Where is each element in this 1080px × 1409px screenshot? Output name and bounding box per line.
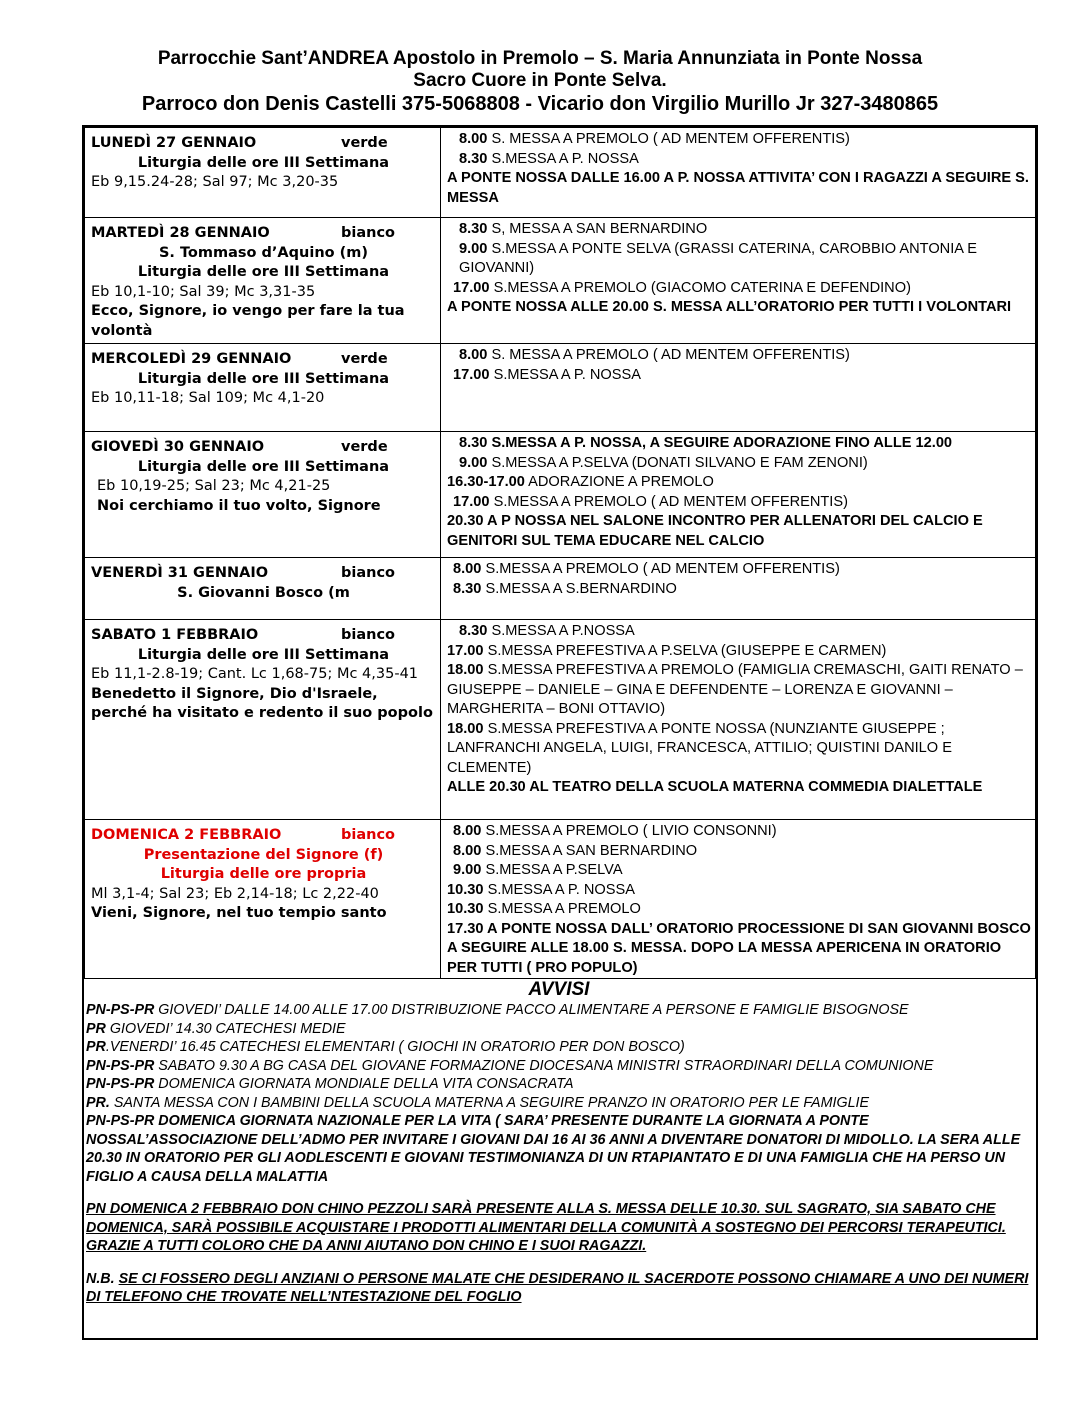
liturgical-color: bianco: [341, 827, 396, 843]
event-line: [447, 240, 1031, 279]
event-text: S.MESSA A PREMOLO: [483, 901, 641, 917]
day-row: [85, 218, 1036, 344]
event-time: 9.00: [459, 240, 488, 257]
avviso-text: GIOVEDI’ DALLE 14.00 ALLE 17.00 DISTRIBUZIONE PACCO ALIMENTARE A PERSONE E FAMIGLIE BISOGNOSE: [154, 1002, 909, 1018]
event-time: 18.00: [447, 720, 484, 737]
day-heading: [91, 626, 436, 646]
day-info-cell: [85, 432, 441, 558]
day-detail-line: Ecco, Signore, io vengo per fare la tua volontà: [91, 303, 405, 339]
avviso-text: GIOVEDI’ 14.30 CATECHESI MEDIE: [105, 1020, 346, 1037]
event-time: 8.30: [453, 580, 482, 597]
event-text: S. MESSA A PREMOLO ( AD MENTEM OFFERENTIS): [487, 131, 850, 147]
event-text: S.MESSA A P. NOSSA: [489, 366, 641, 383]
day-info-cell: [85, 218, 441, 344]
day-detail-line: Eb 10,11-18; Sal 109; Mc 4,1-20: [91, 390, 325, 406]
avviso-parish-tag: PR: [86, 1020, 106, 1037]
day-events-cell: [441, 128, 1036, 218]
day-detail-line: Eb 9,15.24-28; Sal 97; Mc 3,20-35: [91, 174, 339, 190]
event-text: 20.30 A P NOSSA NEL SALONE INCONTRO PER ALLENATORI DEL CALCIO E GENITORI SUL TEMA EDUCARE NEL CALCIO: [447, 513, 983, 549]
event-line: [447, 366, 1031, 386]
event-text: S.MESSA A SAN BERNARDINO: [481, 842, 698, 859]
day-detail-line: S. Tommaso d’Aquino (m): [158, 244, 369, 261]
avvisi-nb-notice: [86, 1270, 1032, 1307]
event-text: ADORAZIONE A PREMOLO: [524, 474, 714, 490]
event-text: S. MESSA A PREMOLO ( AD MENTEM OFFERENTIS): [487, 347, 850, 363]
event-time: 17.00: [447, 642, 484, 659]
event-line: [447, 822, 1031, 842]
liturgical-color: verde: [341, 135, 388, 151]
day-name: LUNEDÌ 27 GENNAIO: [91, 135, 257, 151]
event-line: [447, 920, 1031, 979]
nb-text: SE CI FOSSERO DEGLI ANZIANI O PERSONE MALATE CHE DESIDERANO IL SACERDOTE POSSONO CHIAMARE A UNO DEI NUMERI DI TELEFONO CHE TROVATE NELL’NTESTAZIONE DEL FOGLIO: [86, 1270, 1029, 1305]
day-name: SABATO 1 FEBBRAIO: [91, 627, 259, 643]
event-time: 18.00: [447, 662, 484, 678]
day-row: [85, 128, 1036, 218]
day-heading: [91, 134, 436, 154]
event-text: S.MESSA A P. NOSSA, A SEGUIRE ADORAZIONE FINO ALLE 12.00: [487, 435, 953, 451]
avvisi-vita-notice: PN-PS-PR DOMENICA GIORNATA NAZIONALE PER LA VITA ( SARA’ PRESENTE DURANTE LA GIORNATA A PONTE NOSSAL’ASSOCIAZIONE DELL’ADMO PER INVITARE I GIOVANI DAI 16 AI 36 ANNI A DIVENTARE DONATORI DI MIDOLLO. LA SERA ALLE 20.30 IN ORATORIO PER GLI AODLESCENTI E GIOVANI TESTIMONIANZA DI UN RTAPIANTATO E DI UNA FAMIGLIA CHE HA PERSO UN FIGLIO A CAUSA DELLA MALATTIA: [86, 1113, 1021, 1185]
day-row: [85, 344, 1036, 432]
avviso-text: SABATO 9.30 A BG CASA DEL GIOVANE FORMAZIONE DIOCESANA MINISTRI STRAORDINARI DELLA COMUNIONE: [154, 1057, 934, 1074]
day-info-cell: [85, 558, 441, 620]
header-parishes: Parrocchie Sant’ANDREA Apostolo in Premolo – S. Maria Annunziata in Ponte Nossa: [157, 48, 923, 69]
event-line: [447, 622, 1031, 642]
event-text: 17.30 A PONTE NOSSA DALL’ ORATORIO PROCESSIONE DI SAN GIOVANNI BOSCO A SEGUIRE ALLE 18.00 S. MESSA. DOPO LA MESSA APERICENA IN ORATORIO PER TUTTI ( PRO POPULO): [447, 920, 1031, 976]
event-time: 8.30: [459, 221, 488, 237]
event-line: [447, 861, 1031, 881]
day-detail-line: Benedetto il Signore, Dio d'Israele, perché ha visitato e redento il suo popolo: [91, 685, 433, 721]
avviso-item: [86, 1094, 1032, 1113]
liturgical-color: verde: [341, 351, 388, 367]
day-detail-line: Ml 3,1-4; Sal 23; Eb 2,14-18; Lc 2,22-40: [91, 885, 379, 902]
avviso-item: [86, 1001, 1032, 1020]
event-text: S, MESSA A SAN BERNARDINO: [487, 221, 708, 237]
event-line: [447, 493, 1031, 513]
event-text: S.MESSA A P.SELVA (DONATI SILVANO E FAM ZENONI): [487, 454, 868, 471]
nb-label: N.B.: [86, 1270, 115, 1287]
day-name: MARTEDÌ 28 GENNAIO: [91, 225, 270, 241]
event-time: 10.30: [447, 881, 484, 898]
event-line: [447, 778, 1031, 798]
event-time: 17.00: [453, 493, 490, 510]
day-row: [85, 820, 1036, 979]
event-line: [447, 642, 1031, 662]
event-line: [447, 169, 1031, 208]
avviso-text: SANTA MESSA CON I BAMBINI DELLA SCUOLA MATERNA A SEGUIRE PRANZO IN ORATORIO PER LE FAMIGLIE: [109, 1094, 870, 1111]
event-line: [447, 346, 1031, 366]
avviso-item: [86, 1075, 1032, 1094]
header-parish-ponte-selva: Sacro Cuore in Ponte Selva.: [413, 70, 667, 91]
day-detail-line: Liturgia delle ore III Settimana: [137, 458, 390, 475]
event-text: S.MESSA A PREMOLO (GIACOMO CATERINA E DEFENDINO): [489, 279, 911, 296]
day-detail-line: Vieni, Signore, nel tuo tempio santo: [91, 905, 387, 921]
day-name: GIOVEDÌ 30 GENNAIO: [91, 439, 265, 455]
day-detail-line: Presentazione del Signore (f): [143, 846, 384, 863]
event-line: [447, 900, 1031, 920]
avviso-item: [86, 1057, 1032, 1076]
avviso-text: DOMENICA GIORNATA MONDIALE DELLA VITA CONSACRATA: [154, 1076, 574, 1092]
avviso-parish-tag: PR.: [86, 1094, 110, 1111]
avviso-parish-tag: PN-PS-PR: [86, 1057, 155, 1074]
day-events-cell: [441, 344, 1036, 432]
event-text: A PONTE NOSSA DALLE 16.00 A P. NOSSA ATTIVITA’ CON I RAGAZZI A SEGUIRE S. MESSA: [447, 170, 1029, 206]
event-line: [447, 512, 1031, 551]
event-time: 8.30: [459, 435, 488, 451]
day-info-cell: [85, 820, 441, 979]
day-row: [85, 620, 1036, 820]
schedule-sheet: [82, 125, 1038, 1340]
event-text: S.MESSA A P.SELVA: [481, 862, 623, 878]
day-detail-line: Noi cerchiamo il tuo volto, Signore: [97, 497, 381, 514]
day-detail-line: Eb 10,1-10; Sal 39; Mc 3,31-35: [91, 283, 316, 300]
event-time: 17.00: [453, 279, 490, 296]
avvisi-title: AVVISI: [528, 979, 590, 1000]
event-text: S.MESSA A P. NOSSA: [483, 881, 635, 898]
avviso-item: [86, 1020, 1032, 1039]
event-time: 8.30: [459, 150, 488, 167]
day-detail-line: Liturgia delle ore III Settimana: [137, 264, 390, 280]
day-row: [85, 432, 1036, 558]
event-line: [447, 842, 1031, 862]
event-text: S.MESSA PREFESTIVA A P.SELVA (GIUSEPPE E CARMEN): [483, 642, 887, 659]
event-time: 8.00: [459, 131, 488, 147]
avviso-parish-tag: PR: [86, 1039, 106, 1055]
day-events-cell: [441, 558, 1036, 620]
event-time: 9.00: [459, 454, 488, 471]
document-header: [0, 48, 1080, 116]
day-detail-line: Liturgia delle ore III Settimana: [137, 370, 390, 387]
avviso-parish-tag: PN-PS-PR: [86, 1002, 155, 1018]
day-detail-line: Liturgia delle ore III Settimana: [137, 154, 390, 171]
event-line: [447, 881, 1031, 901]
event-line: [447, 661, 1031, 720]
event-line: [447, 150, 1031, 170]
event-text: S.MESSA A PREMOLO ( AD MENTEM OFFERENTIS): [481, 561, 840, 577]
liturgical-color: bianco: [341, 225, 396, 241]
day-heading: [91, 438, 436, 458]
event-line: [447, 434, 1031, 454]
avvisi-don-chino-notice: PN DOMENICA 2 FEBBRAIO DON CHINO PEZZOLI SARÀ PRESENTE ALLA S. MESSA DELLE 10.30. SUL SAGRATO, SIA SABATO CHE DOMENICA, SARÀ POSSIBILE ACQUISTARE I PRODOTTI ALIMENTARI DELLA COMUNITÀ A SOSTEGNO DEI PERCORSI TERAPEUTICI. GRAZIE A TUTTI COLORO CHE DA ANNI AIUTANO DON CHINO E I SUOI RAGAZZI.: [86, 1201, 1006, 1254]
event-time: 8.00: [453, 561, 482, 577]
event-line: [447, 720, 1031, 779]
event-text: S.MESSA A PREMOLO ( AD MENTEM OFFERENTIS): [489, 493, 848, 510]
event-line: [447, 580, 1031, 600]
weekly-schedule-table: [84, 127, 1036, 979]
event-text: ALLE 20.30 AL TEATRO DELLA SCUOLA MATERNA COMMEDIA DIALETTALE: [447, 779, 983, 795]
event-text: A PONTE NOSSA ALLE 20.00 S. MESSA ALL’ORATORIO PER TUTTI I VOLONTARI: [447, 299, 1012, 315]
day-heading: [91, 224, 436, 244]
liturgical-color: bianco: [341, 627, 396, 643]
event-text: S.MESSA A P. NOSSA: [487, 150, 639, 167]
event-line: [447, 454, 1031, 474]
day-events-cell: [441, 218, 1036, 344]
event-time: 9.00: [453, 862, 482, 878]
day-detail-line: Liturgia delle ore propria: [160, 866, 367, 882]
event-time: 10.30: [447, 901, 484, 917]
day-info-cell: [85, 620, 441, 820]
day-heading: [91, 826, 436, 846]
day-detail-line: Eb 10,19-25; Sal 23; Mc 4,21-25: [97, 478, 331, 494]
day-events-cell: [441, 820, 1036, 979]
avviso-item: [86, 1038, 1032, 1057]
avvisi-section: [84, 979, 1036, 1307]
day-heading: [91, 350, 436, 370]
event-text: S.MESSA A P.NOSSA: [487, 623, 635, 639]
day-row: [85, 558, 1036, 620]
event-line: [447, 220, 1031, 240]
event-text: S.MESSA A PONTE SELVA (GRASSI CATERINA, CAROBBIO ANTONIA E GIOVANNI): [459, 240, 977, 276]
event-time: 16.30-17.00: [447, 474, 525, 490]
avviso-parish-tag: PN-PS-PR: [86, 1076, 155, 1092]
event-time: 8.00: [459, 347, 488, 363]
event-text: S.MESSA PREFESTIVA A PONTE NOSSA (NUNZIANTE GIUSEPPE ; LANFRANCHI ANGELA, LUIGI, FRANCESCA, ATTILIO; QUISTINI DANILO E CLEMENTE): [447, 720, 952, 776]
event-line: [447, 560, 1031, 580]
event-time: 8.00: [453, 823, 482, 839]
day-info-cell: [85, 128, 441, 218]
day-info-cell: [85, 344, 441, 432]
day-detail-line: S. Giovanni Bosco (m: [177, 584, 350, 601]
event-line: [447, 279, 1031, 299]
event-text: S.MESSA PREFESTIVA A PREMOLO (FAMIGLIA CREMASCHI, GAITI RENATO – GIUSEPPE – DANIELE – GINA E DEFENDENTE – LORENZA E GIOVANNI – MARGHERITA – BONI OTTAVIO): [447, 662, 1023, 717]
event-text: S.MESSA A PREMOLO ( LIVIO CONSONNI): [481, 823, 777, 839]
header-clergy-contacts: Parroco don Denis Castelli 375-5068808 - Vicario don Virgilio Murillo Jr 327-3480865: [141, 93, 939, 115]
day-name: VENERDÌ 31 GENNAIO: [91, 565, 269, 581]
event-line: [447, 130, 1031, 150]
liturgical-color: bianco: [341, 565, 396, 581]
event-line: [447, 298, 1031, 318]
day-name: DOMENICA 2 FEBBRAIO: [91, 827, 282, 843]
event-time: 17.00: [453, 366, 490, 383]
event-text: S.MESSA A S.BERNARDINO: [481, 580, 677, 597]
avviso-text: .VENERDI’ 16.45 CATECHESI ELEMENTARI ( GIOCHI IN ORATORIO PER DON BOSCO): [105, 1039, 685, 1055]
day-detail-line: Liturgia delle ore III Settimana: [137, 646, 390, 663]
day-heading: [91, 564, 436, 584]
day-detail-line: Eb 11,1-2.8-19; Cant. Lc 1,68-75; Mc 4,35-41: [91, 666, 419, 682]
day-events-cell: [441, 432, 1036, 558]
event-time: 8.00: [453, 842, 482, 859]
day-name: MERCOLEDÌ 29 GENNAIO: [91, 351, 292, 367]
event-time: 8.30: [459, 623, 488, 639]
day-events-cell: [441, 620, 1036, 820]
liturgical-color: verde: [341, 439, 388, 455]
event-line: [447, 473, 1031, 493]
